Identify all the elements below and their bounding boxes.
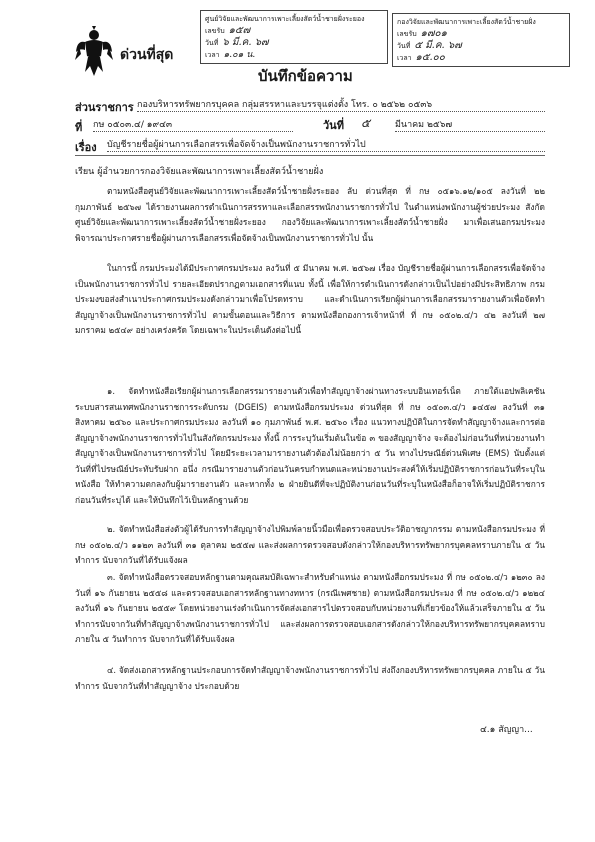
stamp-right-date-label: วันที่	[397, 42, 411, 50]
subject-row	[75, 136, 545, 154]
stamp-left-office: ศูนย์วิจัยและพัฒนาการเพาะเลี้ยงสัตว์น้ำชายฝั่งระยอง	[205, 15, 365, 23]
reference-label: ที่	[75, 121, 83, 134]
subject-value: บัญชีรายชื่อผู้ผ่านการเลือกสรรเพื่อจัดจ้างเป็นพนักงานราชการทั่วไป	[107, 137, 545, 152]
continuation-note: ๔.๑ สัญญา...	[480, 725, 533, 735]
stamp-left-receipt-label: เลขรับ	[205, 27, 225, 35]
stamp-right-receipt-row	[397, 28, 565, 40]
stamp-left-date-label: วันที่	[205, 39, 219, 47]
body-paragraph-1: ตามหนังสือศูนย์วิจัยและพัฒนาการเพาะเลี้ยงสัตว์น้ำชายฝั่งระยอง ลับ ด่วนที่สุด ที่ กษ ๐๕๑๖.๑๒/๑๐๕ ลงวันที่ ๒๒ กุมภาพันธ์ ๒๕๖๗ ได้รายงานผลการดำเนินการสรรหาและเลือกสรรพนักงานราชการทั่วไป ในตำแหน่งพนักงานผู้ช่วยประมง สังกัด ศูนย์วิจัยและพัฒนาการเพาะเลี้ยงสัตว์น้ำชายฝั่งระยอง กองวิจัยและพัฒนาการเพาะเลี้ยงสัตว์น้ำชายฝั่ง มาเพื่อเสนอกรมประมงพิจารณาประกาศรายชื่อผู้ผ่านการเลือกสรรเพื่อจัดจ้างเป็นพนักงานราชการทั่วไป นั้น	[75, 186, 545, 243]
department-value: กองบริหารทรัพยากรบุคคล กลุ่มสรรหาและบรรจุแต่งตั้ง โทร. ๐ ๒๕๖๒ ๐๕๓๖	[137, 97, 545, 112]
date-day: ๕	[361, 116, 371, 130]
department-row	[75, 96, 545, 114]
reference-row	[75, 116, 545, 134]
body-paragraph-4: ๒. จัดทำหนังสือส่งตัวผู้ได้รับการทำสัญญาจ้างไปพิมพ์ลายนิ้วมือเพื่อตรวจสอบประวัติอาชญากรรม ตามหนังสือกรมประมง ที่ กษ ๐๕๐๒.๔/ว ๑๑๒๓ ลงวันที่ ๓๑ ตุลาคม ๒๕๕๗ และส่งผลการตรวจสอบดังกล่าวให้กองบริหารทรัพยากรบุคคลทราบภายใน ๕ วันทำการ นับจากวันที่ได้รับแจ้งผล	[75, 524, 545, 565]
header-divider	[75, 155, 545, 156]
stamp-right-time-value: ๑๕.๐๐	[415, 52, 445, 63]
stamp-left-title-row	[205, 13, 383, 25]
date-label: วันที่	[323, 119, 344, 132]
stamp-right-date-value: ๕ มี.ค. ๖๗	[414, 40, 462, 51]
receipt-stamp-left	[200, 10, 388, 64]
stamp-left-receipt-value: ๑๕๗	[228, 25, 251, 36]
stamp-left-receipt-row	[205, 25, 383, 37]
body-paragraph-2: ในการนี้ กรมประมงได้มีประกาศกรมประมง ลงวันที่ ๕ มีนาคม พ.ศ. ๒๕๖๗ เรื่อง บัญชีรายชื่อผู้ผ่านการเลือกสรรเพื่อจัดจ้างเป็นพนักงานราชการทั่วไป รายละเอียดปรากฏตามเอกสารที่แนบ ทั้งนี้ เพื่อให้การดำเนินการดังกล่าวเป็นไปอย่างมีประสิทธิภาพ กรมประมงขอส่งสำเนาประกาศกรมประมงดังกล่าวมาเพื่อโปรดทราบ และดำเนินการเรียกผู้ผ่านการเลือกสรรมารายงานตัวเพื่อจัดทำสัญญาจ้างเป็นพนักงานราชการทั่วไป ตามขั้นตอนและวิธีการ ตามหนังสือกองการเจ้าหน้าที่ ที่ กษ ๐๕๐๒.๔/ว ๔๒ ลงวันที่ ๒๗ มกราคม ๒๕๔๙ อย่างเคร่งครัด โดยเฉพาะในประเด็นดังต่อไปนี้	[75, 263, 545, 335]
stamp-right-receipt-label: เลขรับ	[397, 30, 417, 38]
salutation: เรียน ผู้อำนวยการกองวิจัยและพัฒนาการเพาะเลี้ยงสัตว์น้ำชายฝั่ง	[75, 167, 324, 177]
stamp-right-receipt-value: ๑๗๐๑	[420, 28, 447, 39]
stamp-left-time-label: เวลา	[205, 51, 220, 59]
receipt-stamp-right	[392, 13, 570, 67]
stamp-left-date-value: ๖ มี.ค. ๖๗	[222, 37, 269, 48]
stamp-right-office: กองวิจัยและพัฒนาการเพาะเลี้ยงสัตว์น้ำชายฝั่ง	[397, 18, 536, 26]
department-label: ส่วนราชการ	[75, 101, 134, 114]
subject-label: เรื่อง	[75, 141, 97, 154]
stamp-left-time-row	[205, 49, 383, 61]
body-paragraph-6: ๔. จัดส่งเอกสารหลักฐานประกอบการจัดทำสัญญาจ้างพนักงานราชการทั่วไป ส่งถึงกองบริหารทรัพยากรบุคคล ภายใน ๕ วันทำการ นับจากวันที่ทำสัญญาจ้าง ประกอบด้วย	[75, 665, 545, 691]
stamp-left-time-value: ๑.๐๑ น.	[223, 50, 256, 60]
garuda-emblem-icon	[75, 26, 113, 78]
date-value: มีนาคม ๒๕๖๗	[395, 117, 545, 132]
stamp-right-time-label: เวลา	[397, 54, 412, 62]
urgent-label: ด่วนที่สุด	[120, 47, 174, 63]
stamp-right-date-row	[397, 40, 565, 52]
reference-value: กษ ๐๕๐๓.๔/ ๑๙๔๓	[93, 117, 293, 132]
stamp-right-time-row	[397, 52, 565, 64]
memo-title: บันทึกข้อความ	[258, 67, 353, 85]
body-paragraph-3: ๑. จัดทำหนังสือเรียกผู้ผ่านการเลือกสรรมารายงานตัวเพื่อทำสัญญาจ้างผ่านทางระบบอินเทอร์เน็ต ภายใต้แอปพลิเคชัน ระบบสารสนเทศพนักงานราชการระดับกรม (DGEIS) ตามหนังสือกรมประมง ด่วนที่สุด ที่ กษ ๐๕๐๓.๔/ว ๑๔๕๗ ลงวันที่ ๓๑ สิงหาคม ๒๕๖๐ และประกาศกรมประมง ลงวันที่ ๑๐ กุมภาพันธ์ พ.ศ. ๒๕๖๐ เรื่อง แนวทางปฏิบัติในการจัดทำสัญญาจ้างและการต่อสัญญาจ้างพนักงานราชการทั่วไปในสังกัดกรมประมง ทั้งนี้ การระบุวันเริ่มต้นในข้อ ๓ ของสัญญาจ้าง จะต้องไม่ก่อนวันที่หน่วยงานทำสัญญาจ้างเป็นพนักงานราชการทั่วไป โดยมีระยะเวลามารายงานตัวต้องไม่น้อยกว่า ๕ วัน ทางไปรษณีย์ด่วนพิเศษ (EMS) นับตั้งแต่วันที่ที่ไปรษณีย์ประทับรับฝาก อนึ่ง กรณีมารายงานตัวก่อนวันครบกำหนดและหน่วยงานประสงค์ให้เริ่มปฏิบัติราชการก่อนวันที่ระบุในหนังสือ ให้ทำความตกลงกับผู้มารายงานตัว และหากทั้ง ๒ ฝ่ายยินดีที่จะปฏิบัติงานก่อนวันที่ระบุในหนังสือก็อาจให้เริ่มปฏิบัติราชการก่อนวันที่ระบุได้ และให้บันทึกไว้เป็นหลักฐานด้วย	[75, 386, 545, 505]
stamp-left-date-row	[205, 37, 383, 49]
body-paragraph-5: ๓. จัดทำหนังสือตรวจสอบหลักฐานตามคุณสมบัติเฉพาะสำหรับตำแหน่ง ตามหนังสือกรมประมง ที่ กษ ๐๕๐๒.๔/ว ๑๒๓๐ ลงวันที่ ๑๖ กันยายน ๒๕๕๘ และตรวจสอบเอกสารหลักฐานทางทหาร (กรณีเพศชาย) ตามหนังสือกรมประมง ที่ กษ ๐๕๐๒.๔/ว ๑๒๒๔ ลงวันที่ ๑๖ กันยายน ๒๕๕๙ โดยหน่วยงานเร่งดำเนินการจัดส่งเอกสารไปตรวจสอบกับหน่วยงานที่เกี่ยวข้องให้แล้วเสร็จภายใน ๕ วันทำการนับจากวันที่ทำสัญญาจ้างพนักงานราชการทั่วไป และส่งผลการตรวจสอบเอกสารดังกล่าวให้กองบริหารทรัพยากรบุคคลทราบภายใน ๕ วันทำการ นับจากวันที่ได้รับแจ้งผล	[75, 572, 545, 644]
stamp-right-title-row	[397, 16, 565, 28]
